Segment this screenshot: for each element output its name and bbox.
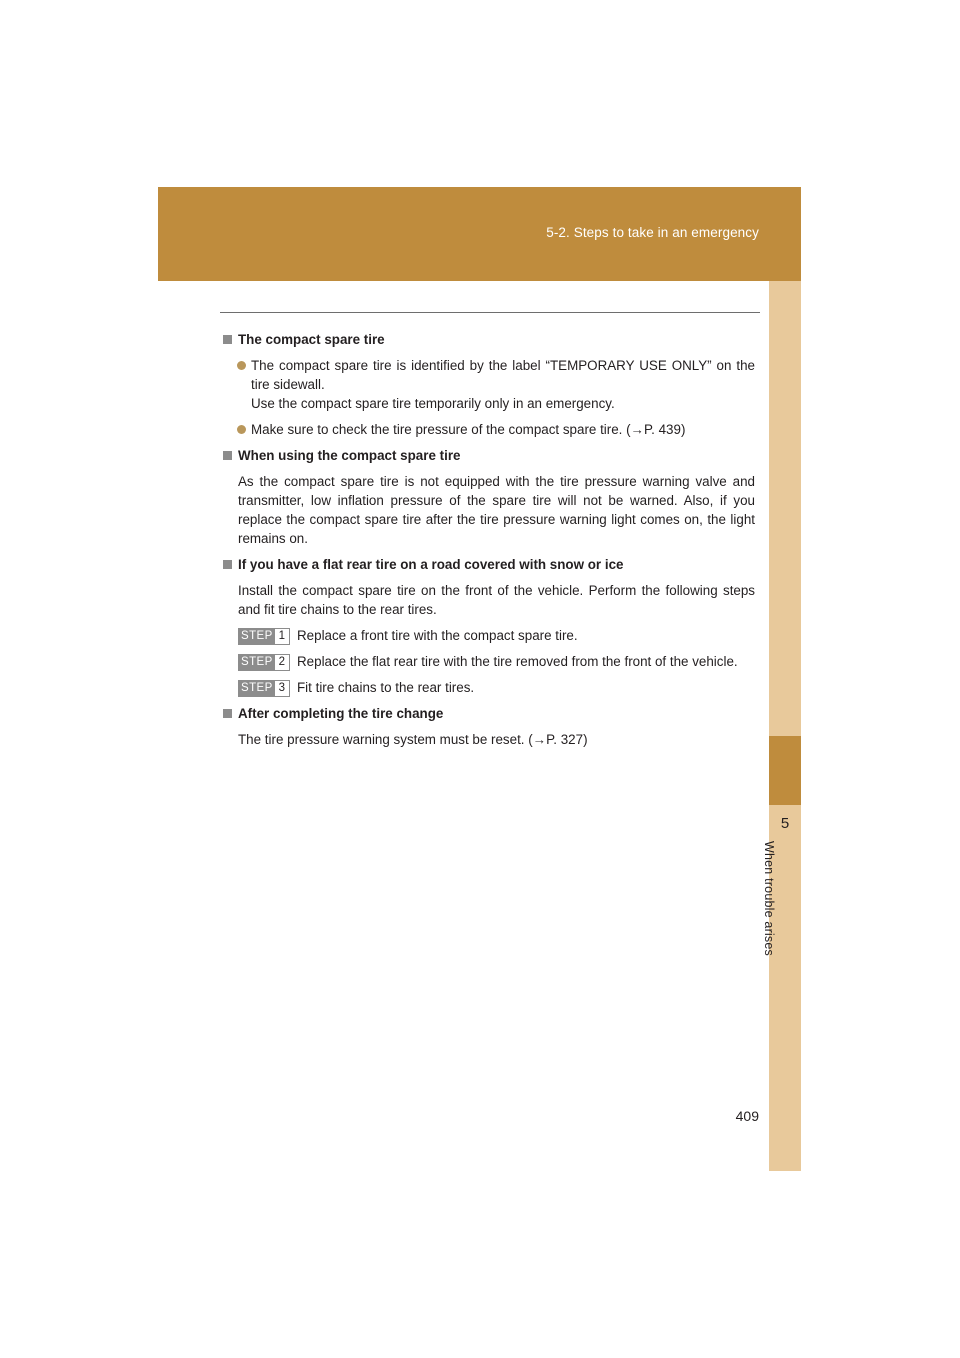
- header-band: [158, 187, 801, 281]
- chapter-side-tab: [762, 281, 801, 1171]
- paragraph: Install the compact spare tire on the front of the vehicle. Perform the following steps and fit tire chains to the rear tires.: [238, 583, 755, 617]
- step-label: STEP: [241, 630, 273, 642]
- chapter-number: 5: [780, 815, 790, 832]
- step-label: STEP: [241, 656, 273, 668]
- step-item: STEP 3 Fit tire chains to the rear tires.: [223, 678, 755, 697]
- bullet-item: Make sure to check the tire pressure of the compact spare tire. (→P. 439): [223, 420, 755, 439]
- paragraph: The tire pressure warning system must be reset. (→P. 327): [238, 732, 588, 747]
- top-divider: [220, 312, 760, 313]
- heading-flat-rear: If you have a flat rear tire on a road covered with snow or ice: [223, 555, 755, 574]
- bullet-item: The compact spare tire is identified by the label “TEMPORARY USE ONLY” on the tire sidewall. Use the compact spare tire temporarily only in an emergency.: [223, 356, 755, 413]
- circle-bullet-icon: [237, 425, 246, 434]
- step-number: 2: [275, 655, 289, 670]
- section-title: 5-2. Steps to take in an emergency: [546, 225, 759, 240]
- square-bullet-icon: [223, 709, 232, 718]
- page-content: [223, 330, 755, 756]
- heading-compact-spare: The compact spare tire: [223, 330, 755, 349]
- step-badge: [238, 680, 290, 697]
- step-badge: [238, 628, 290, 645]
- chapter-title: When trouble arises: [762, 841, 776, 956]
- square-bullet-icon: [223, 451, 232, 460]
- page-number: 409: [735, 1108, 759, 1124]
- step-item: STEP 1 Replace a front tire with the compact spare tire.: [223, 626, 755, 645]
- step-number: 3: [275, 681, 289, 696]
- heading-using-spare: When using the compact spare tire: [223, 446, 755, 465]
- heading-after-change: After completing the tire change: [223, 704, 755, 723]
- step-badge: [238, 654, 290, 671]
- square-bullet-icon: [223, 560, 232, 569]
- step-item: STEP 2 Replace the flat rear tire with the tire removed from the front of the vehicle.: [223, 652, 755, 671]
- step-label: STEP: [241, 682, 273, 694]
- circle-bullet-icon: [237, 361, 246, 370]
- square-bullet-icon: [223, 335, 232, 344]
- step-number: 1: [275, 629, 289, 644]
- paragraph: As the compact spare tire is not equipped with the tire pressure warning valve and transmitter, low inflation pressure of the spare tire will not be warned. Also, if you replace the compact spare tire after the tire pressure warning light comes on, the light remains on.: [238, 474, 755, 546]
- chapter-tab-marker: [769, 736, 801, 805]
